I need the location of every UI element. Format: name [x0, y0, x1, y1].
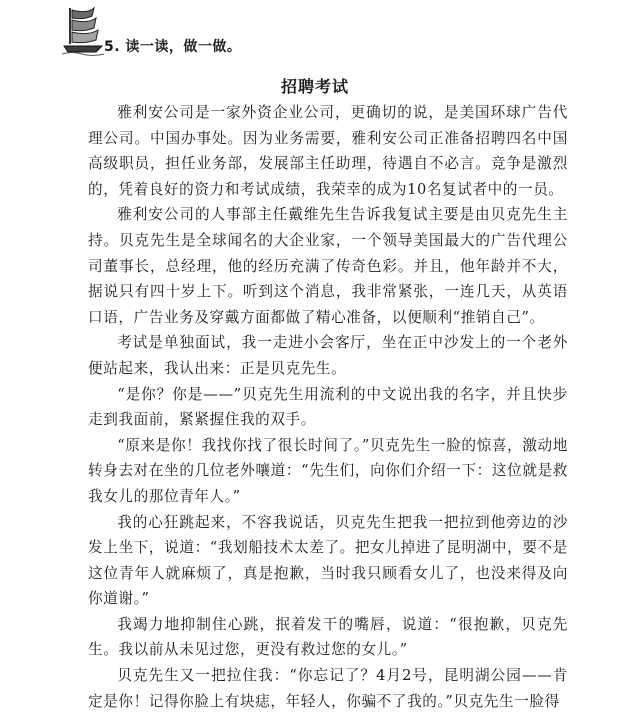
exercise-instruction: 5. 读一读，做一做。 [104, 39, 242, 55]
paragraph: “是你？你是——”贝克先生用流利的中文说出我的名字，并且快步走到我面前，紧紧握住我的双手。 [88, 385, 568, 429]
paragraph: 雅利安公司的人事部主任戴维先生告诉我复试主要是由贝克先生主持。贝克先生是全球闻名的大企业家，一个领导美国最大的广告代理公司董事长，总经理，他的经历充满了传奇色彩。并且，他年龄并不大，据说只有四十岁上下。听到这个消息，我非常紧张，一连几天，从英语口语，广告业务及穿戴方面都做了精心准备，以便顺利“推销自己”。 [88, 206, 568, 326]
article-title: 招聘考试 [280, 77, 349, 96]
paragraph: 雅利安公司是一家外资企业公司，更确切的说，是美国环球广告代理公司。中国办事处。因为业务需要，雅利安公司正准备招聘四名中国高级职员，担任业务部，发展部主任助理，待遇自不必言。竞争是激烈的，凭着良好的资力和考试成绩，我荣幸的成为10名复试者中的一员。 [88, 104, 568, 198]
paragraph: “原来是你！我找你找了很长时间了。”贝克先生一脸的惊喜，激动地转身去对在坐的几位老外嚷道：“先生们，向你们介绍一下：这位就是救我女儿的那位青年人。” [88, 436, 568, 505]
paragraph: 我竭力地抑制住心跳，抿着发干的嘴唇，说道：“很抱歉，贝克先生。我以前从未见过您，更没有救过您的女儿。” [88, 615, 568, 659]
paragraph: 考试是单独面试，我一走进小会客厅，坐在正中沙发上的一个老外便站起来，我认出来：正是贝克先生。 [88, 334, 568, 377]
sailboat-icon [62, 4, 106, 56]
paragraph: 贝克先生又一把拉住我：“你忘记了？4月2号，昆明湖公园——肯定是你！记得你脸上有块痣，年轻人，你骗不了我的。”贝克先生一脸得 [88, 667, 568, 710]
article-body [88, 100, 568, 714]
paragraph: 我的心狂跳起来，不容我说话，贝克先生把我一把拉到他旁边的沙发上坐下，说道：“我划船技术太差了。把女儿掉进了昆明湖中，要不是这位青年人就麻烦了，真是抱歉，当时我只顾看女儿了，也没来得及向你道谢。” [88, 513, 568, 608]
